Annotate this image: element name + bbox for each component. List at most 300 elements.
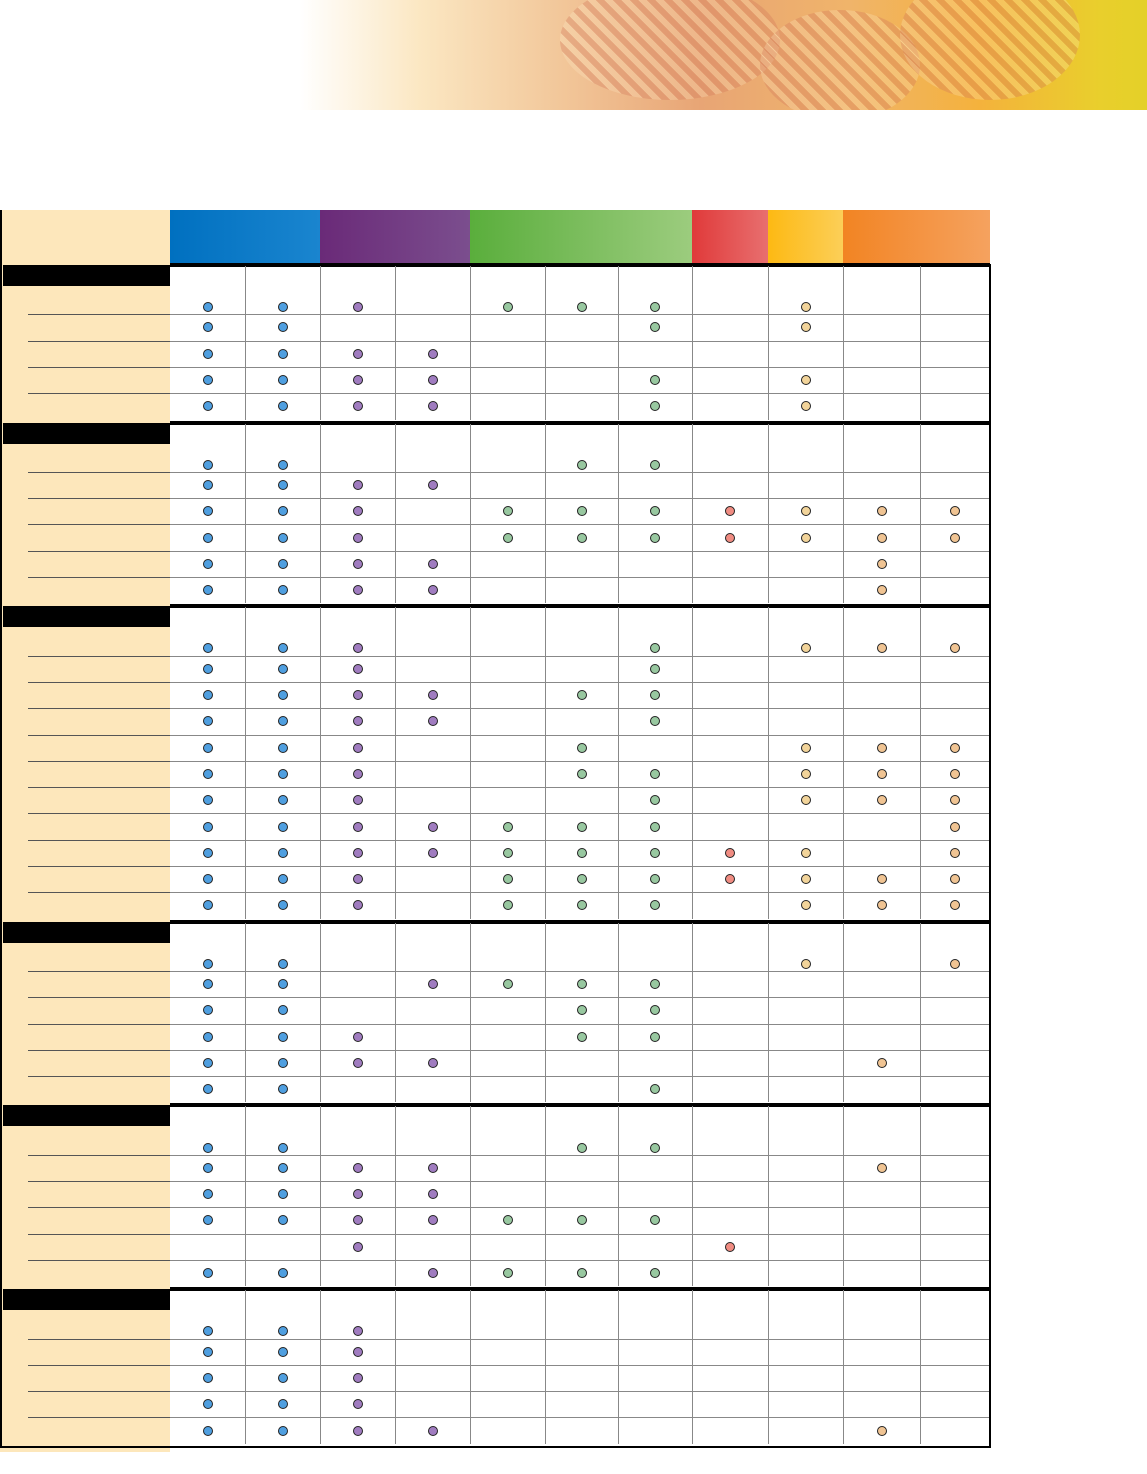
indicator-dot (503, 302, 513, 312)
column-divider (320, 607, 321, 918)
indicator-dot (650, 848, 660, 858)
indicator-dot (203, 643, 213, 653)
indicator-dot (203, 1005, 213, 1015)
indicator-dot (203, 959, 213, 969)
row-divider (170, 551, 990, 552)
row-divider (170, 472, 990, 473)
indicator-dot (203, 1268, 213, 1278)
row-divider (170, 577, 990, 578)
header-banner-image (0, 0, 1147, 110)
row-divider (170, 367, 990, 368)
row-divider (170, 1391, 990, 1392)
indicator-dot (650, 822, 660, 832)
indicator-dot (428, 585, 438, 595)
column-divider (692, 266, 693, 420)
indicator-dot (203, 690, 213, 700)
row-label-line (28, 1391, 170, 1392)
indicator-dot (203, 1373, 213, 1383)
indicator-dot (577, 460, 587, 470)
indicator-dot (353, 533, 363, 543)
indicator-dot (650, 375, 660, 385)
indicator-dot (428, 1163, 438, 1173)
indicator-dot (353, 1373, 363, 1383)
category-header-bar (3, 423, 170, 444)
indicator-dot (278, 848, 288, 858)
nutrition-matrix-table (0, 210, 991, 1452)
pasta-shape (760, 10, 920, 110)
indicator-dot (353, 1399, 363, 1409)
indicator-dot (203, 375, 213, 385)
column-divider (920, 1290, 921, 1444)
indicator-dot (650, 795, 660, 805)
column-divider (618, 266, 619, 420)
column-divider (843, 424, 844, 604)
indicator-dot (650, 1032, 660, 1042)
indicator-dot (278, 1032, 288, 1042)
indicator-dot (650, 769, 660, 779)
section-divider (170, 604, 990, 608)
column-divider (545, 1290, 546, 1444)
indicator-dot (503, 848, 513, 858)
indicator-dot (801, 959, 811, 969)
indicator-dot (353, 716, 363, 726)
indicator-dot (353, 1215, 363, 1225)
row-divider (170, 682, 990, 683)
column-header-yellow (768, 210, 843, 263)
indicator-dot (203, 1058, 213, 1068)
indicator-dot (503, 979, 513, 989)
indicator-dot (577, 900, 587, 910)
table-right-border (989, 264, 991, 1446)
indicator-dot (203, 506, 213, 516)
indicator-dot (353, 585, 363, 595)
indicator-dot (428, 1426, 438, 1436)
column-divider (245, 266, 246, 420)
indicator-dot (203, 585, 213, 595)
indicator-dot (725, 506, 735, 516)
indicator-dot (353, 375, 363, 385)
row-divider (170, 735, 990, 736)
indicator-dot (203, 1189, 213, 1199)
indicator-dot (577, 533, 587, 543)
indicator-dot (353, 506, 363, 516)
row-label-line (28, 866, 170, 867)
indicator-dot (650, 1268, 660, 1278)
column-divider (470, 1290, 471, 1444)
indicator-dot (877, 533, 887, 543)
indicator-dot (278, 979, 288, 989)
indicator-dot (203, 1347, 213, 1357)
indicator-dot (650, 664, 660, 674)
indicator-dot (650, 690, 660, 700)
indicator-dot (877, 585, 887, 595)
indicator-dot (353, 900, 363, 910)
indicator-dot (650, 533, 660, 543)
indicator-dot (801, 900, 811, 910)
row-divider (170, 787, 990, 788)
indicator-dot (353, 349, 363, 359)
row-divider (170, 1260, 990, 1261)
indicator-dot (203, 480, 213, 490)
indicator-dot (428, 401, 438, 411)
row-divider (170, 997, 990, 998)
indicator-dot (203, 349, 213, 359)
indicator-dot (278, 743, 288, 753)
indicator-dot (801, 874, 811, 884)
indicator-dot (877, 559, 887, 569)
indicator-dot (203, 302, 213, 312)
section-divider (170, 1103, 990, 1107)
column-header-green (470, 210, 692, 263)
indicator-dot (203, 1163, 213, 1173)
indicator-dot (203, 979, 213, 989)
indicator-dot (577, 769, 587, 779)
indicator-dot (203, 1426, 213, 1436)
indicator-dot (278, 690, 288, 700)
row-label-line (28, 1050, 170, 1051)
pasta-shape (560, 0, 780, 100)
column-divider (768, 923, 769, 1103)
row-label-line (28, 813, 170, 814)
indicator-dot (877, 1163, 887, 1173)
row-label-line (28, 708, 170, 709)
column-divider (692, 424, 693, 604)
column-divider (692, 607, 693, 918)
indicator-dot (577, 506, 587, 516)
indicator-dot (428, 1189, 438, 1199)
column-divider (395, 1290, 396, 1444)
indicator-dot (428, 480, 438, 490)
indicator-dot (950, 848, 960, 858)
indicator-dot (353, 1032, 363, 1042)
indicator-dot (278, 533, 288, 543)
indicator-dot (278, 1084, 288, 1094)
row-label-line (28, 367, 170, 368)
indicator-dot (203, 1143, 213, 1153)
indicator-dot (877, 900, 887, 910)
indicator-dot (950, 822, 960, 832)
indicator-dot (203, 322, 213, 332)
indicator-dot (577, 848, 587, 858)
row-label-line (28, 1365, 170, 1366)
indicator-dot (950, 506, 960, 516)
category-header-bar (3, 606, 170, 627)
column-header-red (692, 210, 768, 263)
column-divider (545, 923, 546, 1103)
indicator-dot (278, 322, 288, 332)
column-divider (768, 424, 769, 604)
indicator-dot (203, 1399, 213, 1409)
indicator-dot (203, 401, 213, 411)
column-divider (245, 607, 246, 918)
indicator-dot (203, 848, 213, 858)
row-label-line (28, 1155, 170, 1156)
indicator-dot (577, 979, 587, 989)
indicator-dot (428, 848, 438, 858)
indicator-dot (950, 769, 960, 779)
indicator-dot (203, 460, 213, 470)
indicator-dot (353, 795, 363, 805)
column-header-blue (170, 210, 320, 263)
indicator-dot (428, 1058, 438, 1068)
indicator-dot (278, 959, 288, 969)
indicator-dot (650, 716, 660, 726)
indicator-dot (503, 874, 513, 884)
row-label-line (28, 498, 170, 499)
indicator-dot (801, 848, 811, 858)
indicator-dot (428, 979, 438, 989)
column-divider (470, 424, 471, 604)
indicator-dot (503, 1268, 513, 1278)
indicator-dot (801, 322, 811, 332)
indicator-dot (577, 1215, 587, 1225)
indicator-dot (353, 664, 363, 674)
indicator-dot (801, 401, 811, 411)
indicator-dot (353, 1163, 363, 1173)
indicator-dot (877, 795, 887, 805)
column-divider (470, 607, 471, 918)
indicator-dot (203, 559, 213, 569)
indicator-dot (353, 559, 363, 569)
indicator-dot (278, 375, 288, 385)
row-divider (170, 1181, 990, 1182)
column-divider (768, 1106, 769, 1286)
row-label-line (28, 393, 170, 394)
indicator-dot (577, 1268, 587, 1278)
indicator-dot (278, 1005, 288, 1015)
column-divider (320, 424, 321, 604)
indicator-dot (650, 1215, 660, 1225)
indicator-dot (650, 1005, 660, 1015)
column-divider (618, 923, 619, 1103)
row-label-line (28, 1260, 170, 1261)
indicator-dot (278, 1058, 288, 1068)
category-header-bar (3, 265, 170, 286)
row-label-line (28, 1181, 170, 1182)
indicator-dot (801, 302, 811, 312)
indicator-dot (278, 1268, 288, 1278)
indicator-dot (278, 1163, 288, 1173)
indicator-dot (203, 900, 213, 910)
indicator-dot (278, 1426, 288, 1436)
indicator-dot (278, 559, 288, 569)
column-divider (843, 1290, 844, 1444)
row-divider (170, 1050, 990, 1051)
indicator-dot (950, 874, 960, 884)
section-divider (170, 421, 990, 425)
indicator-dot (428, 349, 438, 359)
indicator-dot (650, 460, 660, 470)
indicator-dot (353, 302, 363, 312)
row-label-line (28, 577, 170, 578)
indicator-dot (725, 848, 735, 858)
row-divider (170, 314, 990, 315)
category-header-bar (3, 922, 170, 943)
indicator-dot (801, 375, 811, 385)
column-divider (843, 607, 844, 918)
indicator-dot (353, 1347, 363, 1357)
column-divider (395, 266, 396, 420)
indicator-dot (203, 795, 213, 805)
indicator-dot (650, 979, 660, 989)
row-divider (170, 840, 990, 841)
column-divider (920, 607, 921, 918)
column-divider (245, 1290, 246, 1444)
column-header-orange (843, 210, 990, 263)
indicator-dot (877, 769, 887, 779)
row-divider (170, 1417, 990, 1418)
row-label-line (28, 682, 170, 683)
indicator-dot (278, 795, 288, 805)
indicator-dot (650, 322, 660, 332)
indicator-dot (650, 506, 660, 516)
indicator-dot (503, 900, 513, 910)
indicator-dot (353, 1326, 363, 1336)
row-divider (170, 1365, 990, 1366)
row-divider (170, 656, 990, 657)
indicator-dot (203, 822, 213, 832)
indicator-dot (203, 533, 213, 543)
indicator-dot (428, 822, 438, 832)
indicator-dot (503, 533, 513, 543)
indicator-dot (801, 743, 811, 753)
indicator-dot (577, 1143, 587, 1153)
column-divider (545, 607, 546, 918)
indicator-dot (278, 349, 288, 359)
row-divider (170, 971, 990, 972)
column-divider (545, 1106, 546, 1286)
indicator-dot (650, 874, 660, 884)
column-divider (920, 923, 921, 1103)
column-divider (245, 424, 246, 604)
section-divider (170, 1287, 990, 1291)
indicator-dot (428, 716, 438, 726)
row-divider (170, 1155, 990, 1156)
column-divider (843, 923, 844, 1103)
indicator-dot (353, 690, 363, 700)
indicator-dot (353, 1426, 363, 1436)
row-label-line (28, 1024, 170, 1025)
indicator-dot (278, 1347, 288, 1357)
indicator-dot (801, 643, 811, 653)
indicator-dot (577, 1032, 587, 1042)
indicator-dot (577, 690, 587, 700)
column-divider (395, 923, 396, 1103)
indicator-dot (801, 533, 811, 543)
indicator-dot (503, 506, 513, 516)
indicator-dot (203, 716, 213, 726)
row-divider (170, 761, 990, 762)
indicator-dot (203, 1215, 213, 1225)
indicator-dot (278, 1215, 288, 1225)
indicator-dot (203, 743, 213, 753)
indicator-dot (577, 874, 587, 884)
indicator-dot (278, 1399, 288, 1409)
indicator-dot (950, 900, 960, 910)
row-label-line (28, 472, 170, 473)
row-label-line (28, 735, 170, 736)
indicator-dot (203, 664, 213, 674)
indicator-dot (503, 1215, 513, 1225)
column-divider (320, 266, 321, 420)
indicator-dot (353, 743, 363, 753)
row-label-line (28, 656, 170, 657)
indicator-dot (950, 643, 960, 653)
indicator-dot (877, 874, 887, 884)
indicator-dot (353, 1058, 363, 1068)
indicator-dot (278, 1143, 288, 1153)
column-divider (692, 923, 693, 1103)
indicator-dot (353, 401, 363, 411)
column-divider (245, 1106, 246, 1286)
table-left-border (0, 210, 2, 1446)
row-divider (170, 813, 990, 814)
indicator-dot (877, 743, 887, 753)
indicator-dot (428, 559, 438, 569)
column-divider (618, 1106, 619, 1286)
indicator-dot (203, 874, 213, 884)
column-divider (618, 1290, 619, 1444)
row-label-line (28, 761, 170, 762)
row-divider (170, 866, 990, 867)
column-divider (470, 1106, 471, 1286)
row-divider (170, 498, 990, 499)
indicator-dot (278, 874, 288, 884)
row-divider (170, 524, 990, 525)
row-label-line (28, 1076, 170, 1077)
row-divider (170, 1207, 990, 1208)
row-label-line (28, 1417, 170, 1418)
table-bottom-border (0, 1446, 991, 1448)
indicator-dot (203, 1084, 213, 1094)
row-divider (170, 1234, 990, 1235)
indicator-dot (650, 900, 660, 910)
row-divider (170, 1024, 990, 1025)
row-label-line (28, 787, 170, 788)
column-divider (920, 266, 921, 420)
row-divider (170, 341, 990, 342)
column-divider (920, 424, 921, 604)
column-divider (545, 424, 546, 604)
column-divider (768, 607, 769, 918)
column-divider (245, 923, 246, 1103)
indicator-dot (278, 643, 288, 653)
row-label-line (28, 341, 170, 342)
row-label-line (28, 997, 170, 998)
indicator-dot (278, 664, 288, 674)
indicator-dot (650, 643, 660, 653)
indicator-dot (353, 1242, 363, 1252)
indicator-dot (278, 900, 288, 910)
column-divider (692, 1290, 693, 1444)
section-divider (170, 263, 990, 267)
indicator-dot (577, 743, 587, 753)
indicator-dot (428, 690, 438, 700)
column-divider (320, 1106, 321, 1286)
indicator-dot (278, 1326, 288, 1336)
indicator-dot (801, 795, 811, 805)
column-divider (920, 1106, 921, 1286)
indicator-dot (353, 769, 363, 779)
indicator-dot (577, 822, 587, 832)
row-label-line (28, 892, 170, 893)
indicator-dot (950, 743, 960, 753)
row-divider (170, 1339, 990, 1340)
column-divider (618, 424, 619, 604)
indicator-dot (650, 1084, 660, 1094)
indicator-dot (577, 302, 587, 312)
indicator-dot (278, 302, 288, 312)
